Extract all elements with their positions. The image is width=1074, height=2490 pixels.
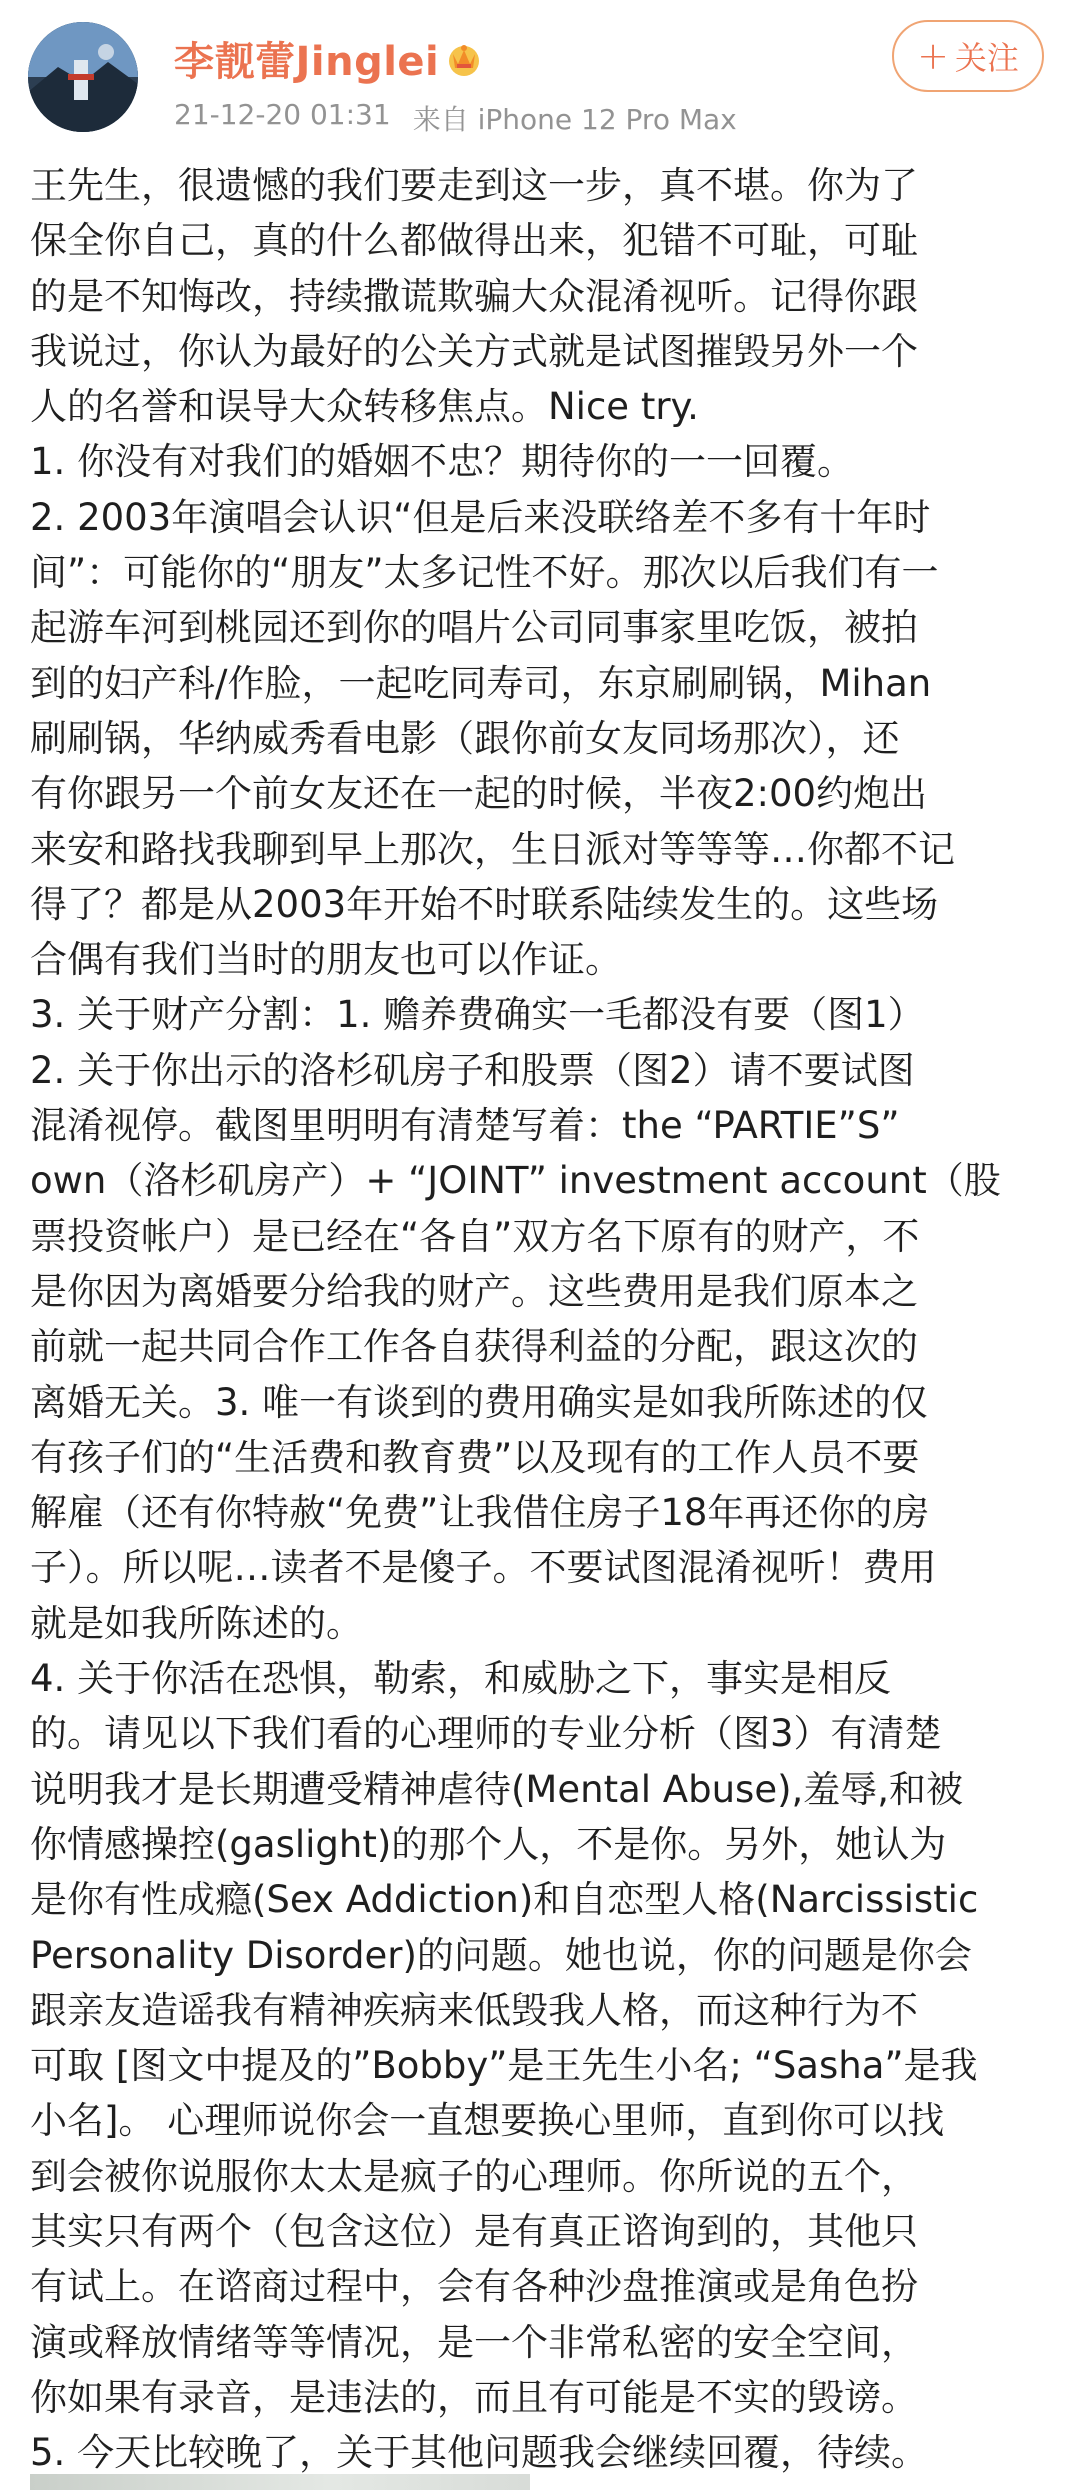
post-text-line: 有孩子们的“生活费和教育费”以及现有的工作人员不要 bbox=[30, 1435, 920, 1479]
post-text-line: own（洛杉矶房产）+ “JOINT” investment account（股 bbox=[30, 1159, 1001, 1203]
post-text-line: 的。请见以下我们看的心理师的专业分析（图3）有清楚 bbox=[30, 1712, 942, 1756]
follow-label: 关注 bbox=[954, 39, 1019, 77]
avatar-photo-icon bbox=[28, 22, 138, 132]
post-timestamp: 21-12-20 01:31 bbox=[174, 98, 391, 131]
post-text-line: 间”：可能你的“朋友”太多记性不好。那次以后我们有一 bbox=[30, 551, 939, 595]
post-text-line: 可取 [图文中提及的”Bobby”是王先生小名; “Sasha”是我 bbox=[30, 2044, 978, 2088]
post-text-line: 说明我才是长期遭受精神虐待(Mental Abuse),羞辱,和被 bbox=[30, 1767, 964, 1811]
post-text-line: 是你有性成瘾(Sex Addiction)和自恋型人格(Narcissistic bbox=[30, 1878, 979, 1922]
post-text-line: 来安和路找我聊到早上那次，生日派对等等等…你都不记 bbox=[30, 827, 955, 871]
post-text-line: 的是不知悔改，持续撒谎欺骗大众混淆视听。记得你跟 bbox=[30, 274, 918, 318]
post-text-line: 跟亲友造谣我有精神疾病来低毁我人格，而这种行为不 bbox=[30, 1988, 918, 2032]
post-text-line: 5. 今天比较晚了，关于其他问题我会继续回覆，待续。 bbox=[30, 2431, 929, 2475]
post-text-line: 演或释放情绪等等情况，是一个非常私密的安全空间， bbox=[30, 2320, 918, 2364]
plus-icon: + bbox=[917, 34, 949, 78]
post-text-line: 人的名誉和误导大众转移焦点。Nice try. bbox=[30, 385, 699, 429]
post-text-line: 起游车河到桃园还到你的唱片公司同事家里吃饭，被拍 bbox=[30, 606, 918, 650]
username[interactable]: 李靓蕾Jinglei bbox=[174, 39, 440, 85]
post-text-line: 3. 关于财产分割：1. 赡养费确实一毛都没有要（图1） bbox=[30, 993, 925, 1037]
post-text-line: 子）。所以呢…读者不是傻子。不要试图混淆视听！费用 bbox=[30, 1546, 937, 1590]
post-text-line: Personality Disorder)的问题。她也说，你的问题是你会 bbox=[30, 1933, 972, 1977]
avatar[interactable] bbox=[28, 22, 138, 132]
post-text-line: 刷刷锅，华纳威秀看电影（跟你前女友同场那次），还 bbox=[30, 716, 900, 760]
post-text-line: 小名]。 心理师说你会一直想要换心里师，直到你可以找 bbox=[30, 2099, 945, 2143]
post-text-line: 你如果有录音，是违法的，而且有可能是不实的毁谤。 bbox=[30, 2375, 918, 2419]
post-text-line: 解雇（还有你特赦“免费”让我借住房子18年再还你的房 bbox=[30, 1491, 930, 1535]
post-text-line: 合偶有我们当时的朋友也可以作证。 bbox=[30, 938, 622, 982]
post-text bbox=[30, 158, 1050, 2480]
post-text-line: 到会被你说服你太太是疯子的心理师。你所说的五个， bbox=[30, 2154, 918, 2198]
post-text-line: 2. 关于你出示的洛杉矶房子和股票（图2）请不要试图 bbox=[30, 1048, 915, 1092]
post-text-line: 就是如我所陈述的。 bbox=[30, 1601, 363, 1645]
post-text-line: 票投资帐户）是已经在“各自”双方名下原有的财产，不 bbox=[30, 1214, 920, 1258]
post-text-line: 1. 你没有对我们的婚姻不忠？期待你的一一回覆。 bbox=[30, 440, 855, 484]
vip-crown-icon[interactable] bbox=[445, 40, 483, 78]
post-text-line: 混淆视停。截图里明明有清楚写着：the “PARTIE”S” bbox=[30, 1104, 900, 1148]
post-source: 来自 iPhone 12 Pro Max bbox=[412, 103, 737, 136]
post-text-line: 王先生，很遗憾的我们要走到这一步，真不堪。你为了 bbox=[30, 164, 918, 207]
post-header bbox=[0, 0, 1074, 140]
post-text-line: 2. 2003年演唱会认识“但是后来没联络差不多有十年时 bbox=[30, 495, 931, 539]
follow-button[interactable] bbox=[892, 20, 1044, 92]
post-meta bbox=[174, 98, 737, 138]
username-row bbox=[174, 30, 483, 87]
post-text-line: 4. 关于你活在恐惧，勒索，和威胁之下，事实是相反 bbox=[30, 1657, 892, 1701]
post-text-line: 是你因为离婚要分给我的财产。这些费用是我们原本之 bbox=[30, 1269, 918, 1313]
post-text-line: 有你跟另一个前女友还在一起的时候，半夜2:00约炮出 bbox=[30, 772, 928, 816]
post-text-line: 其实只有两个（包含这位）是有真正谘询到的，其他只 bbox=[30, 2209, 918, 2253]
post-text-line: 我说过，你认为最好的公关方式就是试图摧毁另外一个 bbox=[30, 329, 918, 373]
post-text-line: 到的妇产科/作脸，一起吃同寿司，东京刷刷锅，Mihan bbox=[30, 661, 932, 705]
post-image-thumbnail[interactable] bbox=[30, 2474, 530, 2490]
post-text-line: 你情感操控(gaslight)的那个人，不是你。另外，她认为 bbox=[30, 1822, 947, 1866]
post-text-line: 前就一起共同合作工作各自获得利益的分配，跟这次的 bbox=[30, 1325, 918, 1369]
post-text-line: 有试上。在谘商过程中，会有各种沙盘推演或是角色扮 bbox=[30, 2265, 918, 2309]
post-text-line: 保全你自己，真的什么都做得出来，犯错不可耻，可耻 bbox=[30, 219, 918, 263]
post-text-line: 得了？都是从2003年开始不时联系陆续发生的。这些场 bbox=[30, 882, 939, 926]
post-text-line: 离婚无关。3. 唯一有谈到的费用确实是如我所陈述的仅 bbox=[30, 1380, 929, 1424]
